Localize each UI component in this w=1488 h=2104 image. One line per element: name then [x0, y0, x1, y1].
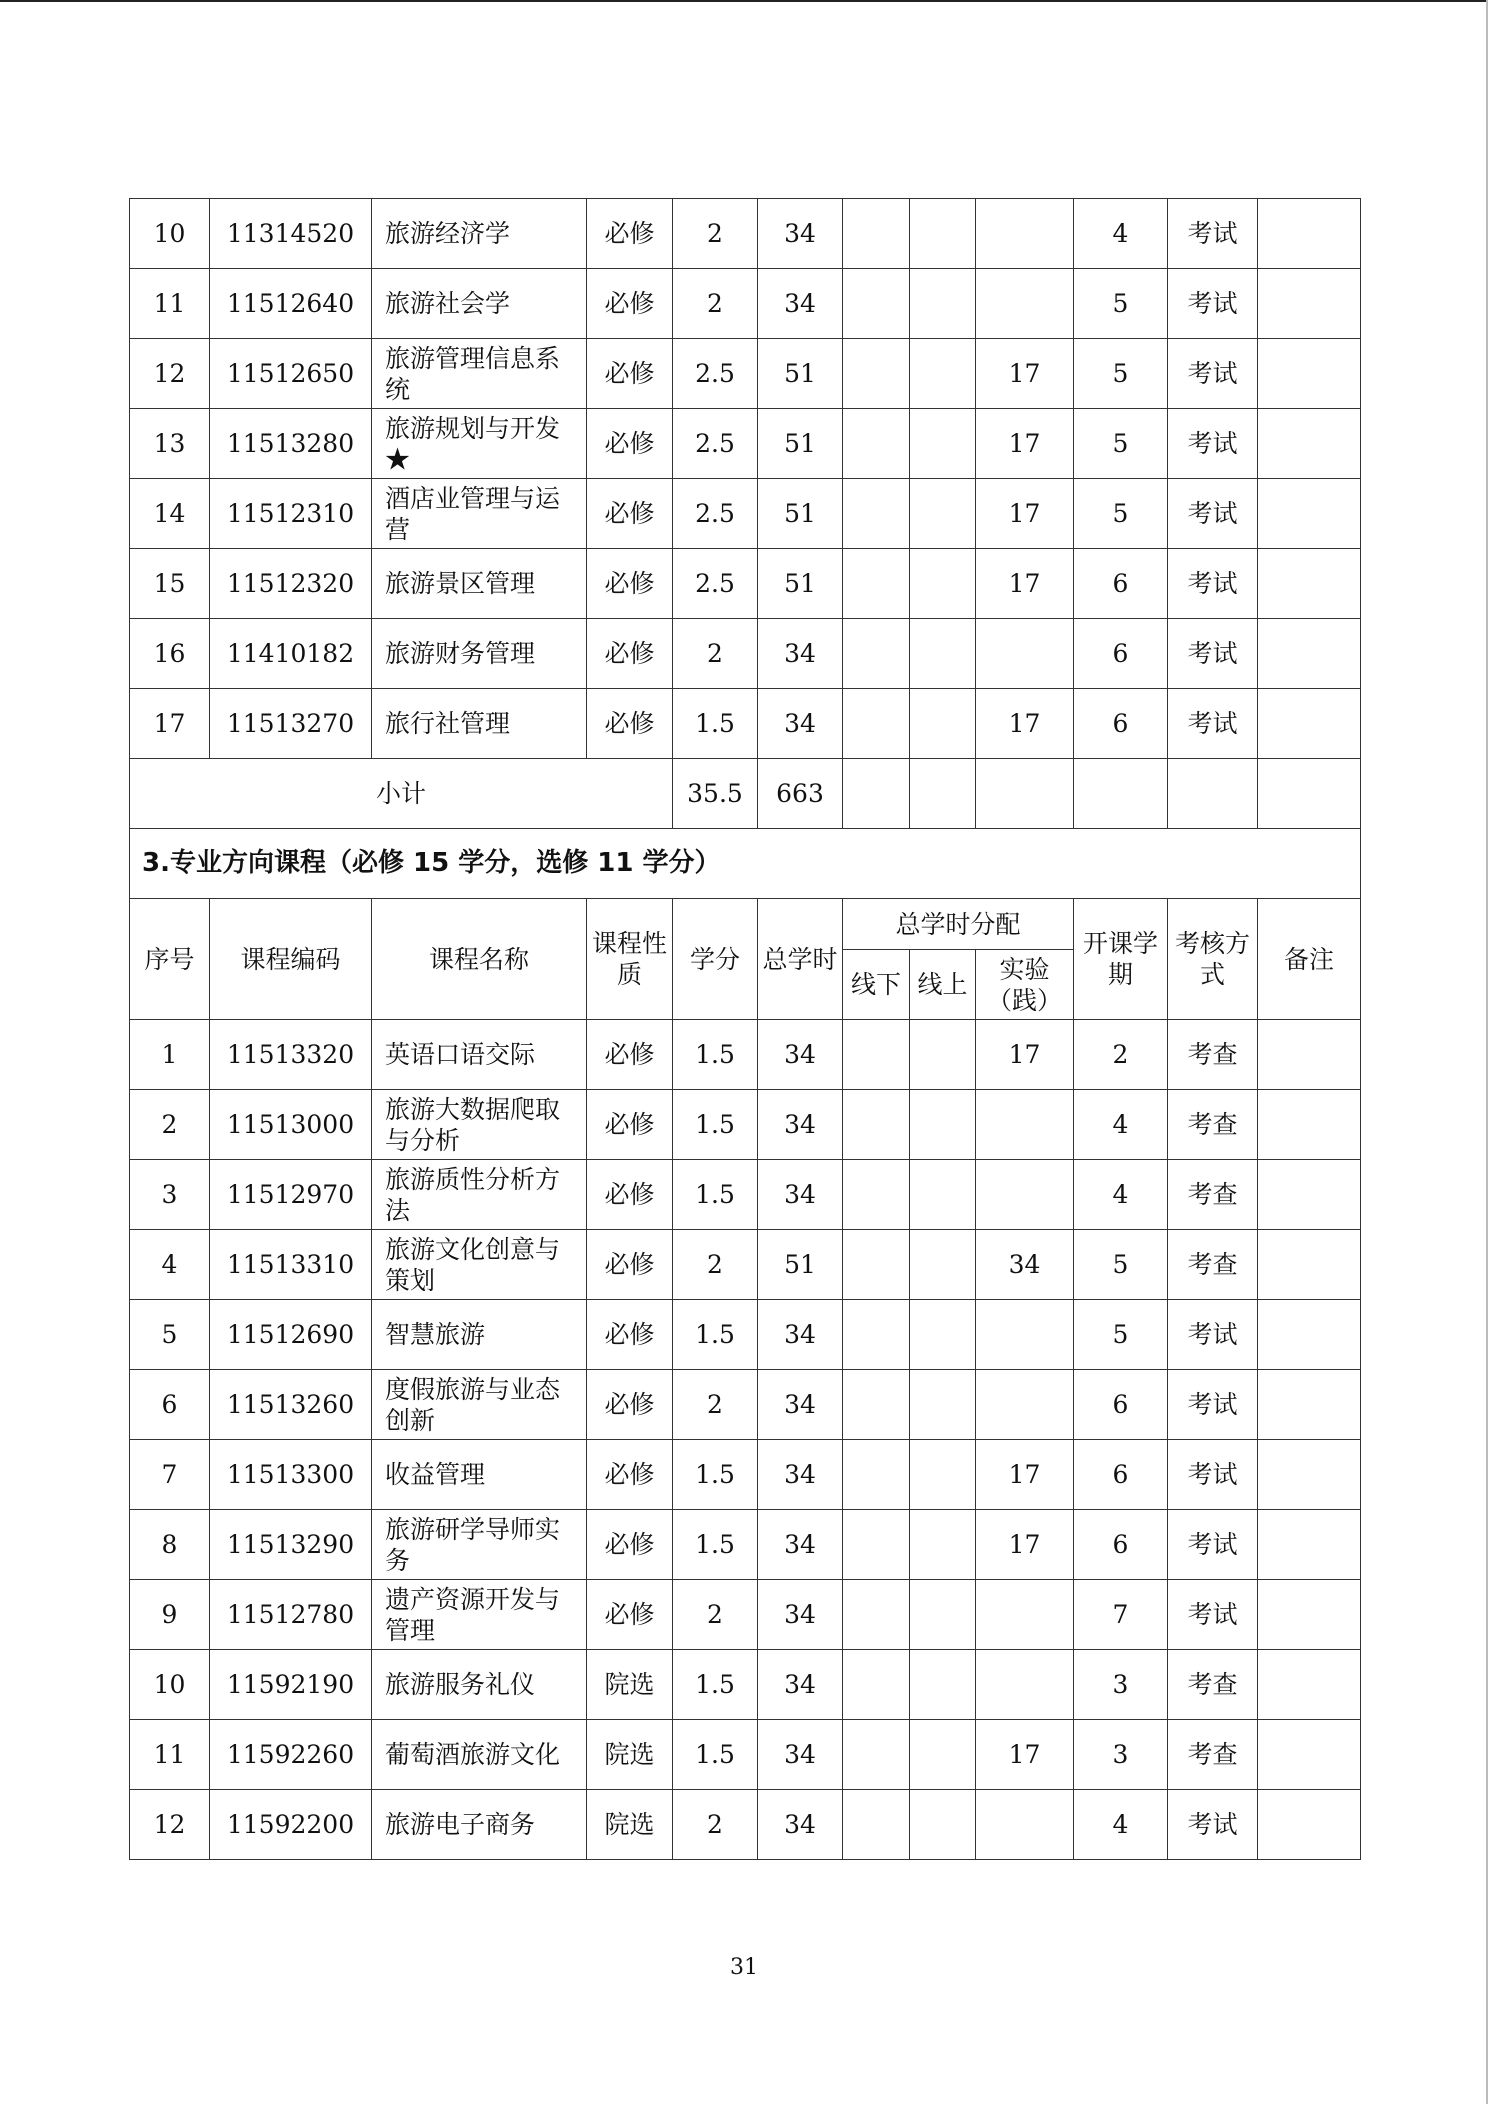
subtotal-empty — [910, 759, 976, 829]
cell-lab — [976, 1370, 1074, 1440]
cell-code: 11410182 — [210, 619, 372, 689]
cell-lab: 17 — [976, 689, 1074, 759]
cell-name: 旅游社会学 — [372, 269, 587, 339]
cell-term: 4 — [1074, 1090, 1168, 1160]
cell-no: 14 — [130, 479, 210, 549]
cell-note — [1258, 1160, 1361, 1230]
subtotal-section — [130, 759, 1361, 1020]
cell-hours: 34 — [758, 1160, 843, 1230]
cell-offline — [843, 269, 910, 339]
cell-no: 3 — [130, 1160, 210, 1230]
cell-hours: 34 — [758, 1440, 843, 1510]
cell-credit: 1.5 — [673, 1090, 758, 1160]
table-row — [130, 1440, 1361, 1510]
header-no: 序号 — [130, 899, 210, 1020]
cell-lab: 17 — [976, 549, 1074, 619]
cell-nature: 院选 — [587, 1720, 673, 1790]
cell-note — [1258, 1090, 1361, 1160]
cell-note — [1258, 1790, 1361, 1860]
cell-hours: 34 — [758, 269, 843, 339]
cell-name: 遗产资源开发与管理 — [372, 1580, 587, 1650]
cell-exam: 考试 — [1168, 1370, 1258, 1440]
cell-lab — [976, 1300, 1074, 1370]
table-row — [130, 1580, 1361, 1650]
cell-credit: 2.5 — [673, 339, 758, 409]
cell-credit: 1.5 — [673, 1020, 758, 1090]
cell-exam: 考试 — [1168, 479, 1258, 549]
cell-exam: 考试 — [1168, 199, 1258, 269]
cell-name: 旅游电子商务 — [372, 1790, 587, 1860]
cell-offline — [843, 1720, 910, 1790]
cell-credit: 2 — [673, 619, 758, 689]
cell-offline — [843, 1440, 910, 1510]
cell-term: 4 — [1074, 1790, 1168, 1860]
cell-note — [1258, 1230, 1361, 1300]
cell-note — [1258, 1020, 1361, 1090]
cell-exam: 考试 — [1168, 619, 1258, 689]
cell-note — [1258, 339, 1361, 409]
cell-note — [1258, 1650, 1361, 1720]
cell-term: 5 — [1074, 339, 1168, 409]
cell-hours: 51 — [758, 479, 843, 549]
header-online: 线上 — [910, 950, 976, 1020]
cell-online — [910, 1090, 976, 1160]
cell-name: 旅游规划与开发★ — [372, 409, 587, 479]
cell-code: 11513260 — [210, 1370, 372, 1440]
cell-hours: 34 — [758, 1580, 843, 1650]
cell-lab: 17 — [976, 339, 1074, 409]
cell-lab: 17 — [976, 1720, 1074, 1790]
cell-hours: 34 — [758, 689, 843, 759]
table-row — [130, 689, 1361, 759]
subtotal-empty — [1074, 759, 1168, 829]
cell-code: 11512650 — [210, 339, 372, 409]
cell-nature: 必修 — [587, 1510, 673, 1580]
cell-name: 旅游管理信息系统 — [372, 339, 587, 409]
cell-no: 10 — [130, 1650, 210, 1720]
cell-name: 智慧旅游 — [372, 1300, 587, 1370]
cell-code: 11512640 — [210, 269, 372, 339]
cell-online — [910, 1580, 976, 1650]
cell-lab — [976, 199, 1074, 269]
cell-note — [1258, 409, 1361, 479]
cell-online — [910, 619, 976, 689]
cell-no: 9 — [130, 1580, 210, 1650]
cell-credit: 2.5 — [673, 409, 758, 479]
cell-term: 6 — [1074, 619, 1168, 689]
cell-name: 收益管理 — [372, 1440, 587, 1510]
cell-online — [910, 1300, 976, 1370]
cell-hours: 34 — [758, 199, 843, 269]
cell-code: 11512780 — [210, 1580, 372, 1650]
cell-offline — [843, 1510, 910, 1580]
cell-nature: 必修 — [587, 1020, 673, 1090]
table-row — [130, 1370, 1361, 1440]
table-row — [130, 1650, 1361, 1720]
cell-nature: 必修 — [587, 339, 673, 409]
subtotal-empty — [1258, 759, 1361, 829]
cell-lab — [976, 619, 1074, 689]
cell-hours: 51 — [758, 339, 843, 409]
cell-term: 3 — [1074, 1720, 1168, 1790]
cell-exam: 考试 — [1168, 689, 1258, 759]
cell-note — [1258, 479, 1361, 549]
cell-credit: 2.5 — [673, 549, 758, 619]
cell-credit: 2 — [673, 1790, 758, 1860]
cell-lab — [976, 1650, 1074, 1720]
cell-nature: 必修 — [587, 479, 673, 549]
cell-credit: 2 — [673, 199, 758, 269]
cell-credit: 2 — [673, 1370, 758, 1440]
cell-term: 5 — [1074, 1230, 1168, 1300]
table-row — [130, 1020, 1361, 1090]
page-top-border — [0, 0, 1488, 2]
subtotal-hours: 663 — [758, 759, 843, 829]
cell-nature: 必修 — [587, 1090, 673, 1160]
cell-offline — [843, 199, 910, 269]
cell-hours: 34 — [758, 1790, 843, 1860]
cell-hours: 51 — [758, 549, 843, 619]
cell-code: 11513290 — [210, 1510, 372, 1580]
cell-note — [1258, 1510, 1361, 1580]
cell-term: 5 — [1074, 269, 1168, 339]
cell-term: 6 — [1074, 1370, 1168, 1440]
bottom-course-rows — [130, 1020, 1361, 1860]
cell-code: 11513000 — [210, 1090, 372, 1160]
table-row — [130, 269, 1361, 339]
cell-online — [910, 479, 976, 549]
cell-no: 10 — [130, 199, 210, 269]
cell-note — [1258, 199, 1361, 269]
cell-nature: 必修 — [587, 1440, 673, 1510]
section-title: 3.专业方向课程（必修 15 学分，选修 11 学分） — [130, 829, 1361, 899]
cell-term: 4 — [1074, 1160, 1168, 1230]
cell-lab: 17 — [976, 409, 1074, 479]
table-row — [130, 339, 1361, 409]
header-name: 课程名称 — [372, 899, 587, 1020]
cell-name: 英语口语交际 — [372, 1020, 587, 1090]
cell-offline — [843, 1650, 910, 1720]
top-course-rows — [130, 199, 1361, 759]
table-row — [130, 479, 1361, 549]
cell-exam: 考试 — [1168, 549, 1258, 619]
header-distribution: 总学时分配 — [843, 899, 1074, 950]
cell-online — [910, 689, 976, 759]
cell-term: 2 — [1074, 1020, 1168, 1090]
cell-online — [910, 1020, 976, 1090]
cell-code: 11314520 — [210, 199, 372, 269]
cell-name: 旅游景区管理 — [372, 549, 587, 619]
cell-lab — [976, 269, 1074, 339]
cell-term: 7 — [1074, 1580, 1168, 1650]
cell-exam: 考查 — [1168, 1090, 1258, 1160]
cell-hours: 34 — [758, 1090, 843, 1160]
cell-credit: 1.5 — [673, 1510, 758, 1580]
cell-no: 6 — [130, 1370, 210, 1440]
cell-no: 2 — [130, 1090, 210, 1160]
cell-credit: 1.5 — [673, 1720, 758, 1790]
cell-offline — [843, 1090, 910, 1160]
header-offline: 线下 — [843, 950, 910, 1020]
cell-term: 6 — [1074, 549, 1168, 619]
cell-no: 8 — [130, 1510, 210, 1580]
cell-nature: 院选 — [587, 1650, 673, 1720]
cell-exam: 考查 — [1168, 1020, 1258, 1090]
cell-credit: 2 — [673, 1580, 758, 1650]
cell-name: 旅游研学导师实务 — [372, 1510, 587, 1580]
cell-credit: 2.5 — [673, 479, 758, 549]
cell-nature: 必修 — [587, 199, 673, 269]
header-lab: 实验（践） — [976, 950, 1074, 1020]
cell-nature: 必修 — [587, 1370, 673, 1440]
table-row — [130, 199, 1361, 269]
table-row — [130, 1160, 1361, 1230]
cell-nature: 必修 — [587, 1580, 673, 1650]
table-row — [130, 1720, 1361, 1790]
cell-offline — [843, 619, 910, 689]
cell-nature: 必修 — [587, 689, 673, 759]
cell-exam: 考查 — [1168, 1230, 1258, 1300]
cell-credit: 1.5 — [673, 1650, 758, 1720]
cell-offline — [843, 479, 910, 549]
cell-nature: 必修 — [587, 1230, 673, 1300]
cell-note — [1258, 619, 1361, 689]
cell-note — [1258, 1440, 1361, 1510]
course-table — [129, 198, 1361, 1860]
cell-nature: 院选 — [587, 1790, 673, 1860]
cell-name: 旅游服务礼仪 — [372, 1650, 587, 1720]
cell-exam: 考查 — [1168, 1160, 1258, 1230]
cell-name: 旅游经济学 — [372, 199, 587, 269]
cell-exam: 考试 — [1168, 1300, 1258, 1370]
cell-no: 13 — [130, 409, 210, 479]
cell-name: 酒店业管理与运营 — [372, 479, 587, 549]
cell-code: 11512320 — [210, 549, 372, 619]
cell-exam: 考试 — [1168, 1440, 1258, 1510]
cell-online — [910, 1370, 976, 1440]
header-credit: 学分 — [673, 899, 758, 1020]
cell-term: 5 — [1074, 1300, 1168, 1370]
cell-online — [910, 1720, 976, 1790]
header-nature: 课程性质 — [587, 899, 673, 1020]
cell-code: 11513310 — [210, 1230, 372, 1300]
cell-code: 11513320 — [210, 1020, 372, 1090]
cell-lab — [976, 1160, 1074, 1230]
cell-online — [910, 409, 976, 479]
cell-online — [910, 1160, 976, 1230]
cell-hours: 34 — [758, 1510, 843, 1580]
cell-hours: 51 — [758, 1230, 843, 1300]
cell-exam: 考试 — [1168, 409, 1258, 479]
cell-online — [910, 1510, 976, 1580]
table-row — [130, 1300, 1361, 1370]
cell-code: 11512690 — [210, 1300, 372, 1370]
cell-exam: 考查 — [1168, 1650, 1258, 1720]
cell-lab: 34 — [976, 1230, 1074, 1300]
cell-term: 5 — [1074, 409, 1168, 479]
cell-online — [910, 1440, 976, 1510]
cell-online — [910, 1790, 976, 1860]
cell-offline — [843, 689, 910, 759]
cell-note — [1258, 1580, 1361, 1650]
cell-credit: 1.5 — [673, 1440, 758, 1510]
cell-exam: 考试 — [1168, 1510, 1258, 1580]
cell-exam: 考试 — [1168, 269, 1258, 339]
cell-online — [910, 339, 976, 409]
cell-lab — [976, 1790, 1074, 1860]
cell-online — [910, 269, 976, 339]
cell-name: 度假旅游与业态创新 — [372, 1370, 587, 1440]
cell-note — [1258, 689, 1361, 759]
cell-lab: 17 — [976, 479, 1074, 549]
header-code: 课程编码 — [210, 899, 372, 1020]
table-row — [130, 1230, 1361, 1300]
header-term: 开课学期 — [1074, 899, 1168, 1020]
cell-online — [910, 199, 976, 269]
cell-credit: 2 — [673, 269, 758, 339]
cell-hours: 34 — [758, 1650, 843, 1720]
header-row-1 — [130, 899, 1361, 950]
cell-offline — [843, 409, 910, 479]
subtotal-empty — [976, 759, 1074, 829]
cell-hours: 51 — [758, 409, 843, 479]
cell-term: 6 — [1074, 1510, 1168, 1580]
cell-code: 11592190 — [210, 1650, 372, 1720]
cell-offline — [843, 339, 910, 409]
cell-offline — [843, 1230, 910, 1300]
cell-offline — [843, 549, 910, 619]
cell-no: 16 — [130, 619, 210, 689]
cell-credit: 1.5 — [673, 1300, 758, 1370]
cell-offline — [843, 1370, 910, 1440]
cell-nature: 必修 — [587, 549, 673, 619]
cell-offline — [843, 1790, 910, 1860]
cell-code: 11592260 — [210, 1720, 372, 1790]
subtotal-empty — [843, 759, 910, 829]
cell-lab — [976, 1090, 1074, 1160]
cell-code: 11512310 — [210, 479, 372, 549]
cell-exam: 考查 — [1168, 1720, 1258, 1790]
table-row — [130, 409, 1361, 479]
cell-no: 17 — [130, 689, 210, 759]
cell-term: 6 — [1074, 689, 1168, 759]
cell-name: 旅游大数据爬取与分析 — [372, 1090, 587, 1160]
cell-no: 12 — [130, 1790, 210, 1860]
cell-credit: 1.5 — [673, 689, 758, 759]
cell-no: 5 — [130, 1300, 210, 1370]
cell-nature: 必修 — [587, 1300, 673, 1370]
table-row — [130, 1090, 1361, 1160]
cell-nature: 必修 — [587, 619, 673, 689]
cell-lab — [976, 1580, 1074, 1650]
cell-online — [910, 1230, 976, 1300]
cell-no: 12 — [130, 339, 210, 409]
cell-offline — [843, 1300, 910, 1370]
cell-code: 11513270 — [210, 689, 372, 759]
subtotal-label: 小计 — [130, 759, 673, 829]
cell-hours: 34 — [758, 1370, 843, 1440]
cell-note — [1258, 1720, 1361, 1790]
cell-exam: 考试 — [1168, 1790, 1258, 1860]
subtotal-credit: 35.5 — [673, 759, 758, 829]
cell-nature: 必修 — [587, 1160, 673, 1230]
cell-lab: 17 — [976, 1510, 1074, 1580]
cell-term: 3 — [1074, 1650, 1168, 1720]
cell-code: 11592200 — [210, 1790, 372, 1860]
cell-nature: 必修 — [587, 409, 673, 479]
cell-nature: 必修 — [587, 269, 673, 339]
table-row — [130, 549, 1361, 619]
cell-no: 11 — [130, 1720, 210, 1790]
cell-no: 4 — [130, 1230, 210, 1300]
header-hours: 总学时 — [758, 899, 843, 1020]
header-exam: 考核方式 — [1168, 899, 1258, 1020]
cell-no: 1 — [130, 1020, 210, 1090]
cell-name: 旅游质性分析方法 — [372, 1160, 587, 1230]
cell-name: 旅游文化创意与策划 — [372, 1230, 587, 1300]
subtotal-row — [130, 759, 1361, 829]
header-note: 备注 — [1258, 899, 1361, 1020]
cell-lab: 17 — [976, 1440, 1074, 1510]
cell-offline — [843, 1160, 910, 1230]
cell-hours: 34 — [758, 1720, 843, 1790]
cell-code: 11513300 — [210, 1440, 372, 1510]
table-row — [130, 1790, 1361, 1860]
cell-name: 旅行社管理 — [372, 689, 587, 759]
cell-hours: 34 — [758, 619, 843, 689]
cell-term: 4 — [1074, 199, 1168, 269]
cell-no: 15 — [130, 549, 210, 619]
cell-offline — [843, 1580, 910, 1650]
cell-note — [1258, 269, 1361, 339]
cell-lab: 17 — [976, 1020, 1074, 1090]
cell-exam: 考试 — [1168, 339, 1258, 409]
cell-online — [910, 549, 976, 619]
cell-no: 7 — [130, 1440, 210, 1510]
cell-hours: 34 — [758, 1300, 843, 1370]
table-row — [130, 619, 1361, 689]
page-number: 31 — [730, 1955, 758, 1980]
cell-no: 11 — [130, 269, 210, 339]
cell-name: 旅游财务管理 — [372, 619, 587, 689]
cell-credit: 2 — [673, 1230, 758, 1300]
cell-name: 葡萄酒旅游文化 — [372, 1720, 587, 1790]
cell-code: 11512970 — [210, 1160, 372, 1230]
cell-note — [1258, 549, 1361, 619]
cell-credit: 1.5 — [673, 1160, 758, 1230]
cell-term: 5 — [1074, 479, 1168, 549]
cell-note — [1258, 1300, 1361, 1370]
cell-exam: 考试 — [1168, 1580, 1258, 1650]
cell-term: 6 — [1074, 1440, 1168, 1510]
cell-hours: 34 — [758, 1020, 843, 1090]
cell-note — [1258, 1370, 1361, 1440]
table-row — [130, 1510, 1361, 1580]
cell-code: 11513280 — [210, 409, 372, 479]
section-title-row — [130, 829, 1361, 899]
subtotal-empty — [1168, 759, 1258, 829]
cell-offline — [843, 1020, 910, 1090]
cell-online — [910, 1650, 976, 1720]
